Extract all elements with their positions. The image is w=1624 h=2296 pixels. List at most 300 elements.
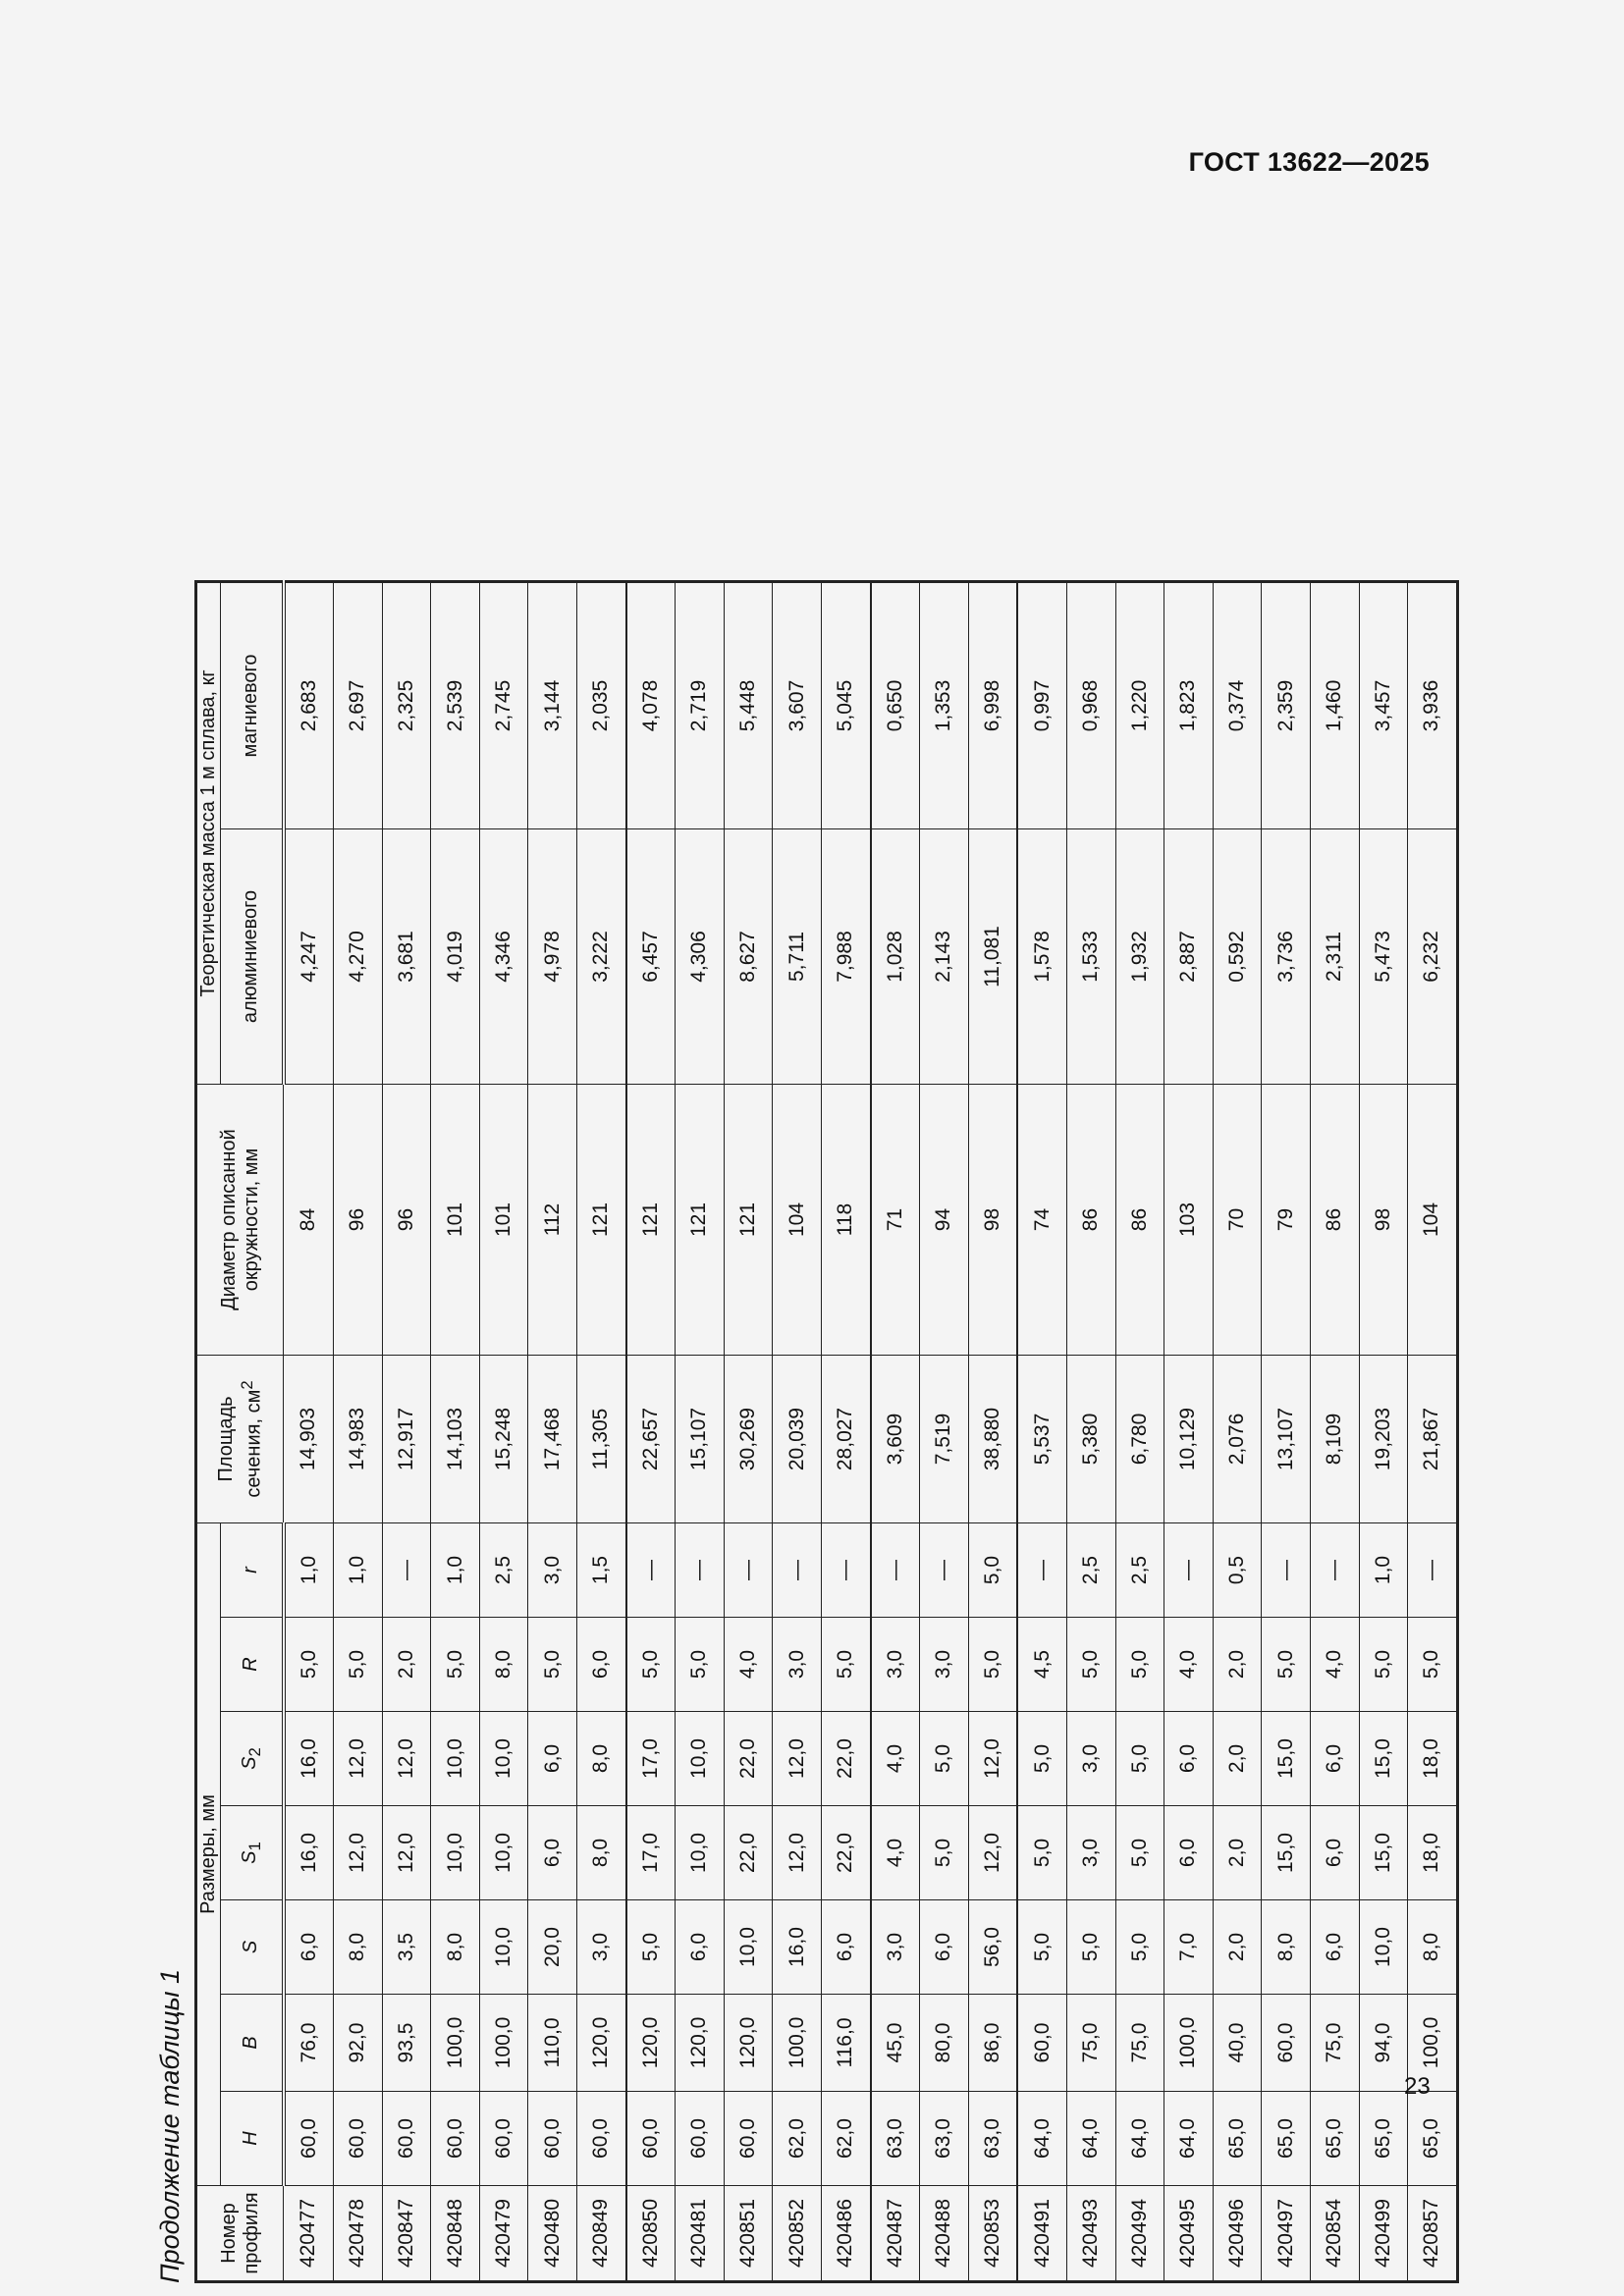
cell-mass-aluminum: 4,978 [528, 829, 577, 1085]
cell-mass-magnesium: 2,035 [577, 582, 626, 829]
cell-b: 116,0 [822, 1995, 871, 2092]
cell-area: 8,109 [1310, 1356, 1359, 1523]
header-mass: Теоретическая масса 1 м сплава, кг [196, 582, 221, 1085]
cell-small-r: — [773, 1523, 822, 1618]
table-row [1213, 582, 1262, 2282]
cell-h: 60,0 [284, 2092, 334, 2186]
cell-s1: 2,0 [1213, 1806, 1262, 1900]
cell-big-r: 3,0 [920, 1618, 969, 1712]
cell-s2: 12,0 [382, 1712, 431, 1806]
table-continuation-caption: Продолжение таблицы 1 [155, 1968, 185, 2283]
header-magnesium: магниевого [221, 582, 284, 829]
cell-s1: 6,0 [1164, 1806, 1214, 1900]
cell-small-r: — [724, 1523, 773, 1618]
table-row [1310, 582, 1359, 2282]
cell-diameter: 121 [724, 1085, 773, 1356]
cell-mass-magnesium: 6,998 [968, 582, 1017, 829]
cell-s1: 6,0 [1310, 1806, 1359, 1900]
cell-area: 20,039 [773, 1356, 822, 1523]
cell-s2: 6,0 [1164, 1712, 1214, 1806]
cell-b: 94,0 [1359, 1995, 1408, 2092]
cell-h: 65,0 [1310, 2092, 1359, 2186]
cell-small-r: 1,0 [284, 1523, 334, 1618]
cell-s2: 15,0 [1262, 1712, 1311, 1806]
cell-small-r: 1,0 [334, 1523, 383, 1618]
cell-big-r: 3,0 [871, 1618, 920, 1712]
cell-h: 65,0 [1262, 2092, 1311, 2186]
table-row [968, 582, 1017, 2282]
cell-mass-magnesium: 5,448 [724, 582, 773, 829]
header-diameter: Диаметр описанной окружности, мм [196, 1085, 284, 1356]
profiles-table [194, 580, 1459, 2283]
cell-s2: 15,0 [1359, 1712, 1408, 1806]
cell-small-r: 0,5 [1213, 1523, 1262, 1618]
cell-mass-magnesium: 2,539 [431, 582, 480, 829]
header-profile-number: Номер профиля [196, 2186, 284, 2282]
cell-s1: 3,0 [1067, 1806, 1116, 1900]
table-row [1164, 582, 1214, 2282]
cell-s1: 18,0 [1408, 1806, 1458, 1900]
cell-diameter: 96 [382, 1085, 431, 1356]
cell-profile-number: 420849 [577, 2186, 626, 2282]
cell-area: 21,867 [1408, 1356, 1458, 1523]
cell-mass-aluminum: 7,988 [822, 829, 871, 1085]
header-s: S [221, 1900, 284, 1995]
cell-mass-aluminum: 5,473 [1359, 829, 1408, 1085]
cell-s1: 10,0 [676, 1806, 725, 1900]
cell-profile-number: 420854 [1310, 2186, 1359, 2282]
cell-profile-number: 420479 [479, 2186, 528, 2282]
cell-big-r: 4,5 [1017, 1618, 1066, 1712]
cell-s: 56,0 [968, 1900, 1017, 1995]
cell-small-r: — [1408, 1523, 1458, 1618]
cell-h: 64,0 [1067, 2092, 1116, 2186]
cell-s: 8,0 [431, 1900, 480, 1995]
cell-profile-number: 420493 [1067, 2186, 1116, 2282]
cell-small-r: 1,5 [577, 1523, 626, 1618]
cell-diameter: 101 [479, 1085, 528, 1356]
cell-profile-number: 420478 [334, 2186, 383, 2282]
table-row [382, 582, 431, 2282]
cell-b: 110,0 [528, 1995, 577, 2092]
cell-area: 38,880 [968, 1356, 1017, 1523]
header-area: Площадь сечения, $см^2$ [196, 1356, 284, 1523]
cell-h: 60,0 [528, 2092, 577, 2186]
cell-area: 12,917 [382, 1356, 431, 1523]
cell-s: 6,0 [676, 1900, 725, 1995]
cell-h: 63,0 [920, 2092, 969, 2186]
table-row [577, 582, 626, 2282]
cell-s: 6,0 [284, 1900, 334, 1995]
cell-mass-aluminum: 2,311 [1310, 829, 1359, 1085]
cell-b: 92,0 [334, 1995, 383, 2092]
cell-small-r: 5,0 [968, 1523, 1017, 1618]
cell-h: 65,0 [1359, 2092, 1408, 2186]
table-row [528, 582, 577, 2282]
cell-s1: 5,0 [1115, 1806, 1164, 1900]
cell-b: 100,0 [1164, 1995, 1214, 2092]
cell-area: 22,657 [626, 1356, 676, 1523]
cell-h: 64,0 [1164, 2092, 1214, 2186]
cell-mass-aluminum: 2,887 [1164, 829, 1214, 1085]
cell-s2: 3,0 [1067, 1712, 1116, 1806]
cell-area: 5,380 [1067, 1356, 1116, 1523]
cell-big-r: 4,0 [724, 1618, 773, 1712]
cell-mass-aluminum: 3,736 [1262, 829, 1311, 1085]
table-row [1408, 582, 1458, 2282]
cell-s2: 8,0 [577, 1712, 626, 1806]
cell-small-r: 2,5 [479, 1523, 528, 1618]
table-row [334, 582, 383, 2282]
cell-area: 19,203 [1359, 1356, 1408, 1523]
document-code: ГОСТ 13622—2025 [1188, 147, 1430, 177]
cell-big-r: 6,0 [577, 1618, 626, 1712]
cell-mass-magnesium: 3,936 [1408, 582, 1458, 829]
cell-s1: 5,0 [920, 1806, 969, 1900]
cell-big-r: 5,0 [822, 1618, 871, 1712]
cell-b: 75,0 [1115, 1995, 1164, 2092]
cell-profile-number: 420857 [1408, 2186, 1458, 2282]
cell-s: 6,0 [822, 1900, 871, 1995]
cell-area: 3,609 [871, 1356, 920, 1523]
cell-s1: 12,0 [334, 1806, 383, 1900]
cell-diameter: 86 [1115, 1085, 1164, 1356]
cell-diameter: 98 [968, 1085, 1017, 1356]
cell-mass-aluminum: 4,346 [479, 829, 528, 1085]
cell-small-r: 3,0 [528, 1523, 577, 1618]
cell-mass-aluminum: 1,028 [871, 829, 920, 1085]
cell-mass-magnesium: 0,968 [1067, 582, 1116, 829]
cell-mass-magnesium: 1,220 [1115, 582, 1164, 829]
cell-h: 63,0 [968, 2092, 1017, 2186]
table-row [871, 582, 920, 2282]
cell-big-r: 4,0 [1164, 1618, 1214, 1712]
cell-mass-magnesium: 3,607 [773, 582, 822, 829]
cell-mass-magnesium: 2,745 [479, 582, 528, 829]
header-aluminum: алюминиевого [221, 829, 284, 1085]
cell-b: 120,0 [577, 1995, 626, 2092]
cell-s2: 5,0 [1115, 1712, 1164, 1806]
cell-small-r: — [920, 1523, 969, 1618]
cell-mass-aluminum: 1,533 [1067, 829, 1116, 1085]
cell-s: 6,0 [1310, 1900, 1359, 1995]
cell-b: 75,0 [1067, 1995, 1116, 2092]
cell-s1: 8,0 [577, 1806, 626, 1900]
table-row [822, 582, 871, 2282]
cell-small-r: 1,0 [431, 1523, 480, 1618]
cell-diameter: 112 [528, 1085, 577, 1356]
cell-s: 5,0 [1017, 1900, 1066, 1995]
cell-profile-number: 420481 [676, 2186, 725, 2282]
cell-mass-aluminum: 4,270 [334, 829, 383, 1085]
cell-s1: 22,0 [724, 1806, 773, 1900]
cell-b: 120,0 [724, 1995, 773, 2092]
cell-diameter: 121 [577, 1085, 626, 1356]
cell-profile-number: 420497 [1262, 2186, 1311, 2282]
cell-area: 15,107 [676, 1356, 725, 1523]
cell-profile-number: 420851 [724, 2186, 773, 2282]
cell-mass-magnesium: 5,045 [822, 582, 871, 829]
table-row [1017, 582, 1066, 2282]
cell-s2: 18,0 [1408, 1712, 1458, 1806]
table-row [626, 582, 676, 2282]
cell-profile-number: 420491 [1017, 2186, 1066, 2282]
cell-small-r: — [1017, 1523, 1066, 1618]
cell-area: 14,903 [284, 1356, 334, 1523]
cell-big-r: 5,0 [1067, 1618, 1116, 1712]
cell-big-r: 5,0 [431, 1618, 480, 1712]
cell-big-r: 5,0 [284, 1618, 334, 1712]
cell-profile-number: 420848 [431, 2186, 480, 2282]
cell-h: 62,0 [822, 2092, 871, 2186]
cell-profile-number: 420488 [920, 2186, 969, 2282]
cell-s: 3,0 [871, 1900, 920, 1995]
cell-big-r: 5,0 [968, 1618, 1017, 1712]
cell-b: 120,0 [676, 1995, 725, 2092]
table-row [1115, 582, 1164, 2282]
cell-s2: 6,0 [528, 1712, 577, 1806]
table-row [1262, 582, 1311, 2282]
cell-s2: 16,0 [284, 1712, 334, 1806]
cell-area: 11,305 [577, 1356, 626, 1523]
cell-s1: 15,0 [1262, 1806, 1311, 1900]
cell-diameter: 86 [1310, 1085, 1359, 1356]
page-number: 23 [1404, 2073, 1431, 2100]
cell-b: 86,0 [968, 1995, 1017, 2092]
cell-diameter: 103 [1164, 1085, 1214, 1356]
cell-diameter: 96 [334, 1085, 383, 1356]
cell-mass-magnesium: 1,823 [1164, 582, 1214, 829]
cell-profile-number: 420477 [284, 2186, 334, 2282]
cell-profile-number: 420852 [773, 2186, 822, 2282]
cell-big-r: 4,0 [1310, 1618, 1359, 1712]
cell-b: 60,0 [1262, 1995, 1311, 2092]
table-row [724, 582, 773, 2282]
header-big-r: R [221, 1618, 284, 1712]
cell-mass-magnesium: 1,460 [1310, 582, 1359, 829]
cell-s: 10,0 [1359, 1900, 1408, 1995]
table-row [431, 582, 480, 2282]
cell-s: 2,0 [1213, 1900, 1262, 1995]
cell-h: 60,0 [479, 2092, 528, 2186]
table-row [479, 582, 528, 2282]
header-dimensions: Размеры, мм [196, 1523, 221, 2186]
cell-s: 10,0 [724, 1900, 773, 1995]
cell-s2: 10,0 [479, 1712, 528, 1806]
cell-small-r: — [1262, 1523, 1311, 1618]
cell-b: 45,0 [871, 1995, 920, 2092]
cell-s2: 22,0 [822, 1712, 871, 1806]
cell-h: 60,0 [334, 2092, 383, 2186]
cell-s: 8,0 [1408, 1900, 1458, 1995]
cell-area: 14,983 [334, 1356, 383, 1523]
cell-s1: 15,0 [1359, 1806, 1408, 1900]
cell-s2: 22,0 [724, 1712, 773, 1806]
cell-diameter: 84 [284, 1085, 334, 1356]
cell-h: 64,0 [1115, 2092, 1164, 2186]
cell-mass-magnesium: 2,359 [1262, 582, 1311, 829]
cell-mass-aluminum: 4,247 [284, 829, 334, 1085]
cell-s: 8,0 [334, 1900, 383, 1995]
cell-small-r: 2,5 [1067, 1523, 1116, 1618]
cell-big-r: 5,0 [334, 1618, 383, 1712]
cell-mass-magnesium: 0,997 [1017, 582, 1066, 829]
cell-b: 80,0 [920, 1995, 969, 2092]
table-row [920, 582, 969, 2282]
cell-small-r: — [1164, 1523, 1214, 1618]
cell-small-r: 2,5 [1115, 1523, 1164, 1618]
table-row [676, 582, 725, 2282]
cell-s: 16,0 [773, 1900, 822, 1995]
cell-h: 60,0 [431, 2092, 480, 2186]
cell-area: 30,269 [724, 1356, 773, 1523]
cell-s: 7,0 [1164, 1900, 1214, 1995]
cell-mass-aluminum: 3,222 [577, 829, 626, 1085]
cell-diameter: 104 [1408, 1085, 1458, 1356]
cell-area: 14,103 [431, 1356, 480, 1523]
cell-mass-aluminum: 11,081 [968, 829, 1017, 1085]
cell-area: 15,248 [479, 1356, 528, 1523]
cell-big-r: 2,0 [1213, 1618, 1262, 1712]
cell-mass-magnesium: 2,719 [676, 582, 725, 829]
cell-h: 65,0 [1213, 2092, 1262, 2186]
cell-diameter: 74 [1017, 1085, 1066, 1356]
cell-mass-aluminum: 4,306 [676, 829, 725, 1085]
cell-small-r: — [676, 1523, 725, 1618]
cell-area: 10,129 [1164, 1356, 1214, 1523]
cell-diameter: 94 [920, 1085, 969, 1356]
cell-diameter: 104 [773, 1085, 822, 1356]
cell-s2: 2,0 [1213, 1712, 1262, 1806]
table-body [284, 582, 1458, 2282]
cell-s2: 4,0 [871, 1712, 920, 1806]
header-s2: $S_2$ [221, 1712, 284, 1806]
cell-profile-number: 420850 [626, 2186, 676, 2282]
cell-small-r: — [1310, 1523, 1359, 1618]
cell-mass-magnesium: 3,457 [1359, 582, 1408, 829]
cell-s1: 6,0 [528, 1806, 577, 1900]
cell-big-r: 5,0 [1408, 1618, 1458, 1712]
cell-profile-number: 420486 [822, 2186, 871, 2282]
cell-b: 40,0 [1213, 1995, 1262, 2092]
cell-s2: 6,0 [1310, 1712, 1359, 1806]
cell-s: 3,5 [382, 1900, 431, 1995]
header-b: B [221, 1995, 284, 2092]
cell-b: 100,0 [773, 1995, 822, 2092]
cell-mass-aluminum: 2,143 [920, 829, 969, 1085]
cell-s1: 10,0 [431, 1806, 480, 1900]
cell-profile-number: 420847 [382, 2186, 431, 2282]
cell-mass-aluminum: 3,681 [382, 829, 431, 1085]
cell-small-r: — [822, 1523, 871, 1618]
cell-s2: 12,0 [773, 1712, 822, 1806]
cell-s2: 12,0 [334, 1712, 383, 1806]
cell-b: 120,0 [626, 1995, 676, 2092]
cell-h: 60,0 [626, 2092, 676, 2186]
cell-area: 7,519 [920, 1356, 969, 1523]
cell-profile-number: 420853 [968, 2186, 1017, 2282]
cell-small-r: — [382, 1523, 431, 1618]
cell-mass-magnesium: 0,650 [871, 582, 920, 829]
cell-b: 100,0 [479, 1995, 528, 2092]
cell-s1: 4,0 [871, 1806, 920, 1900]
cell-s1: 17,0 [626, 1806, 676, 1900]
cell-area: 2,076 [1213, 1356, 1262, 1523]
cell-b: 100,0 [1408, 1995, 1458, 2092]
cell-area: 28,027 [822, 1356, 871, 1523]
cell-mass-aluminum: 6,232 [1408, 829, 1458, 1085]
cell-s: 5,0 [626, 1900, 676, 1995]
cell-b: 93,5 [382, 1995, 431, 2092]
cell-mass-aluminum: 1,578 [1017, 829, 1066, 1085]
header-s1: $S_1$ [221, 1806, 284, 1900]
cell-s2: 10,0 [676, 1712, 725, 1806]
cell-profile-number: 420487 [871, 2186, 920, 2282]
cell-h: 60,0 [724, 2092, 773, 2186]
cell-s2: 5,0 [920, 1712, 969, 1806]
cell-big-r: 5,0 [1262, 1618, 1311, 1712]
rotated-table-container [155, 229, 1443, 2283]
cell-mass-aluminum: 4,019 [431, 829, 480, 1085]
cell-diameter: 71 [871, 1085, 920, 1356]
cell-s: 8,0 [1262, 1900, 1311, 1995]
cell-s2: 17,0 [626, 1712, 676, 1806]
cell-s2: 12,0 [968, 1712, 1017, 1806]
cell-s2: 10,0 [431, 1712, 480, 1806]
table-row [1359, 582, 1408, 2282]
cell-h: 62,0 [773, 2092, 822, 2186]
cell-small-r: — [626, 1523, 676, 1618]
cell-mass-magnesium: 2,683 [284, 582, 334, 829]
cell-area: 13,107 [1262, 1356, 1311, 1523]
cell-s1: 12,0 [382, 1806, 431, 1900]
cell-b: 60,0 [1017, 1995, 1066, 2092]
cell-s: 5,0 [1115, 1900, 1164, 1995]
cell-h: 60,0 [676, 2092, 725, 2186]
cell-s1: 22,0 [822, 1806, 871, 1900]
cell-diameter: 101 [431, 1085, 480, 1356]
cell-small-r: 1,0 [1359, 1523, 1408, 1618]
cell-big-r: 5,0 [528, 1618, 577, 1712]
cell-big-r: 2,0 [382, 1618, 431, 1712]
cell-area: 5,537 [1017, 1356, 1066, 1523]
cell-diameter: 70 [1213, 1085, 1262, 1356]
cell-big-r: 5,0 [626, 1618, 676, 1712]
cell-s1: 16,0 [284, 1806, 334, 1900]
header-h: H [221, 2092, 284, 2186]
cell-profile-number: 420496 [1213, 2186, 1262, 2282]
cell-mass-magnesium: 0,374 [1213, 582, 1262, 829]
cell-s1: 12,0 [773, 1806, 822, 1900]
cell-diameter: 86 [1067, 1085, 1116, 1356]
table-row [284, 582, 334, 2282]
cell-s: 3,0 [577, 1900, 626, 1995]
cell-big-r: 3,0 [773, 1618, 822, 1712]
cell-big-r: 5,0 [676, 1618, 725, 1712]
cell-mass-aluminum: 5,711 [773, 829, 822, 1085]
header-small-r: r [221, 1523, 284, 1618]
cell-h: 60,0 [382, 2092, 431, 2186]
cell-mass-aluminum: 0,592 [1213, 829, 1262, 1085]
cell-diameter: 121 [676, 1085, 725, 1356]
cell-mass-magnesium: 2,697 [334, 582, 383, 829]
cell-s: 6,0 [920, 1900, 969, 1995]
cell-area: 17,468 [528, 1356, 577, 1523]
cell-h: 60,0 [577, 2092, 626, 2186]
cell-s1: 5,0 [1017, 1806, 1066, 1900]
cell-b: 100,0 [431, 1995, 480, 2092]
cell-big-r: 5,0 [1115, 1618, 1164, 1712]
